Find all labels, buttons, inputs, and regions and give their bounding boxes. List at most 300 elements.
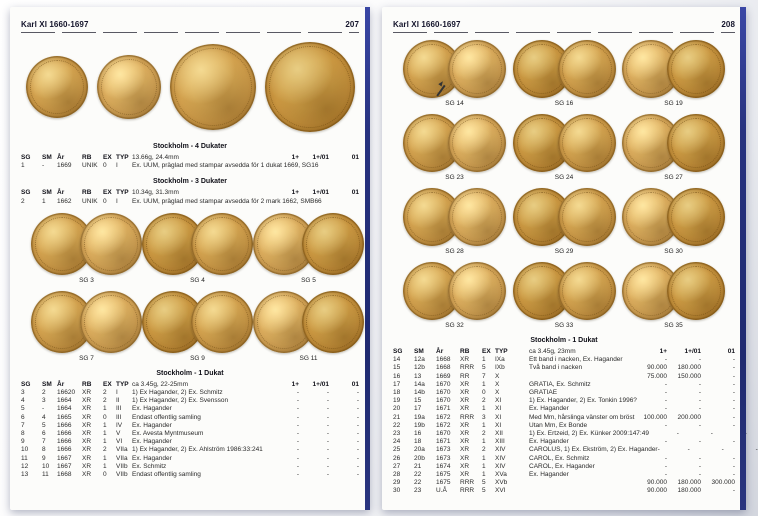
cell: RR: [460, 372, 470, 380]
grade-1plus01: 1+/01: [312, 154, 329, 161]
cell: 1: [482, 462, 486, 470]
grade-1plus01: 1+/01: [684, 348, 701, 355]
cell: 180.000: [677, 479, 701, 487]
page-edge-strip: [365, 7, 370, 510]
cell: XR: [460, 389, 470, 397]
cell: I: [116, 389, 118, 397]
cell: Ex. Avesta Myntmuseum: [132, 430, 204, 438]
coin-photo-reverse: [302, 213, 364, 275]
cell: -: [732, 438, 735, 446]
cell: -: [296, 454, 299, 462]
coin-gallery-row: [393, 188, 735, 255]
cell: XR: [82, 405, 92, 413]
cell: XR: [460, 438, 470, 446]
cell: 18: [393, 389, 401, 397]
cell: 2: [482, 430, 486, 438]
cell: 1: [482, 421, 486, 429]
cell: Ex. Hagander: [529, 405, 569, 413]
cell: III: [116, 413, 122, 421]
cell: -: [356, 430, 359, 438]
cell: Ex. Hagander: [132, 421, 172, 429]
cell: 1: [103, 430, 107, 438]
cell: -: [326, 405, 329, 413]
page-number: 207: [345, 20, 359, 29]
cell: I: [116, 197, 118, 205]
cell: 1667: [57, 462, 72, 470]
cell: 1670: [436, 389, 451, 397]
cell: XR: [82, 413, 92, 421]
cell: 1670: [436, 430, 451, 438]
coin-pair-label: SG 5: [301, 276, 316, 284]
cell: 1) Ex Hagander, 2) Ex. Schmitz: [132, 389, 223, 397]
cell: 22: [414, 479, 422, 487]
coin-photo-reverse: [448, 40, 506, 98]
cell: 14b: [414, 389, 425, 397]
section-heading: Stockholm - 1 Dukat: [156, 369, 224, 377]
cell: Endast offentlig samling: [132, 471, 201, 479]
cell: 1: [103, 421, 107, 429]
cell: 1668: [436, 364, 451, 372]
cell: -: [664, 380, 667, 388]
section-heading: Stockholm - 3 Dukater: [153, 178, 227, 186]
cell: RRR: [460, 364, 475, 372]
coin-pair-photos: [513, 40, 616, 98]
col-rb: RB: [460, 348, 470, 355]
coin-photo-reverse: [302, 291, 364, 353]
cell: 1: [482, 380, 486, 388]
coin-pair: [31, 291, 142, 362]
cell: 2: [103, 397, 107, 405]
cell: 3: [21, 389, 25, 397]
cell: 16620: [57, 389, 76, 397]
coin-pair-label: SG 11: [299, 354, 318, 362]
cell: 2: [21, 197, 25, 205]
cell: GRATIAE: [529, 389, 558, 397]
cell: I: [116, 162, 118, 170]
cell: 8: [21, 430, 25, 438]
cell: -: [356, 438, 359, 446]
cell: 18: [414, 438, 422, 446]
coin-pair: [513, 40, 616, 107]
table-row: [21, 455, 359, 463]
table-row: [393, 364, 735, 372]
coin-photo-reverse: [191, 213, 253, 275]
cell: 13: [21, 471, 29, 479]
header-rule: [21, 32, 359, 33]
coin-pair-label: SG 27: [664, 174, 683, 181]
cell: 0: [103, 162, 107, 170]
cell: 1: [21, 162, 25, 170]
cell: XI: [495, 421, 502, 429]
cell: 1666: [57, 438, 72, 446]
col-ar: År: [57, 380, 65, 388]
cell: XIV: [495, 454, 506, 462]
table-row: [393, 422, 735, 430]
cell: 16: [414, 430, 422, 438]
cell: 0: [103, 413, 107, 421]
table-row: [393, 455, 735, 463]
coin-pair-label: SG 33: [554, 322, 574, 329]
cell: -: [296, 430, 299, 438]
cell: 5: [482, 479, 486, 487]
cell: -: [732, 389, 735, 397]
cell: -: [356, 462, 359, 470]
cell: RRR: [460, 487, 475, 495]
col-sg: SG: [393, 348, 403, 355]
coin-pair-label: SG 24: [554, 174, 574, 181]
cell: XR: [82, 430, 92, 438]
cell: -: [698, 356, 701, 364]
cell: 1673: [436, 454, 451, 462]
cell: 1673: [436, 446, 451, 454]
cell: 1666: [57, 446, 72, 454]
cell: 1: [482, 471, 486, 479]
cell: 300.000: [711, 479, 735, 487]
table-row: [393, 463, 735, 471]
coin-gallery-row: [21, 213, 359, 284]
cell: 1672: [436, 413, 451, 421]
cell: -: [698, 438, 701, 446]
cell: -: [326, 462, 329, 470]
cell: -: [755, 446, 758, 454]
cell: 1666: [57, 421, 72, 429]
header-rule: [393, 32, 735, 33]
cell: 15: [393, 364, 401, 372]
page-title: Karl XI 1660-1697: [21, 20, 89, 29]
cell: 1670: [436, 397, 451, 405]
cell: 1670: [436, 380, 451, 388]
cell: Ex. Schmitz: [132, 462, 167, 470]
table-row: [21, 463, 359, 471]
coin-photo-reverse: [558, 262, 616, 320]
cell: 2: [42, 389, 46, 397]
cell: XII: [495, 430, 503, 438]
table-row: [393, 381, 735, 389]
coin-pair-photos: [31, 213, 142, 275]
cell: 1662: [57, 197, 72, 205]
cell: XVI: [495, 487, 506, 495]
coin-pair-label: SG 3: [79, 276, 94, 284]
cell: IXb: [495, 364, 505, 372]
cell: 12b: [414, 364, 425, 372]
grade-1plus: 1+: [659, 348, 667, 355]
cell: -: [326, 471, 329, 479]
cell: 6: [21, 413, 25, 421]
cell: IV: [116, 421, 123, 429]
cell: Ex. Hagander: [132, 405, 172, 413]
table-row: [393, 414, 735, 422]
cell: XR: [460, 405, 470, 413]
cell: -: [732, 413, 735, 421]
table-row: [393, 438, 735, 446]
cell: -: [356, 397, 359, 405]
cell: 0: [103, 197, 107, 205]
cell: XR: [460, 380, 470, 388]
cell: -: [296, 389, 299, 397]
section-heading: Stockholm - 4 Dukater: [153, 143, 227, 150]
coin-photo-reverse: [80, 291, 142, 353]
cell: 1671: [436, 405, 451, 413]
cell: 10: [21, 446, 29, 454]
coin-pair-photos: [31, 291, 142, 353]
cell: Ex. Hagander: [132, 438, 172, 446]
cell: -: [42, 162, 45, 170]
cell: -: [721, 446, 724, 454]
top-coin-photos: [21, 39, 359, 135]
cell: -: [698, 389, 701, 397]
cell: -: [698, 471, 701, 479]
cell: Med Mm, hårslinga vänster om bröst: [529, 413, 635, 421]
grade-01: 01: [351, 189, 359, 197]
cell: VIIa: [116, 454, 128, 462]
section-1-dukat: [21, 370, 359, 479]
cell: VI: [116, 438, 123, 446]
coin-pair-photos: [403, 262, 506, 320]
coin-pair: [142, 291, 253, 362]
cell: 1: [103, 405, 107, 413]
cell: XI: [495, 413, 502, 421]
cell: 200.000: [677, 413, 701, 421]
coin-photo-reverse: [191, 291, 253, 353]
cell: 20a: [414, 446, 425, 454]
cell: -: [732, 471, 735, 479]
cell: 7: [482, 372, 486, 380]
cell: 1671: [436, 438, 451, 446]
section-3-dukater: [21, 178, 359, 205]
page-title: Karl XI 1660-1697: [393, 20, 461, 29]
grade-1plus: 1+: [291, 189, 299, 197]
cell: 10: [42, 462, 50, 470]
coin-gallery-row: [393, 114, 735, 181]
coin-pair-label: SG 4: [190, 276, 205, 284]
cell: -: [698, 397, 701, 405]
cell: -: [732, 372, 735, 380]
cell: -: [664, 471, 667, 479]
cell: 100.000: [643, 413, 667, 421]
cell: -: [664, 421, 667, 429]
coin-pair-photos: [622, 114, 725, 172]
section-heading: Stockholm - 1 Dukat: [530, 337, 598, 344]
cell: XIV: [495, 446, 506, 454]
coin-pair-photos: [513, 262, 616, 320]
coin-pair-photos: [142, 291, 253, 353]
cell: XR: [460, 446, 470, 454]
col-sm: SM: [42, 154, 52, 161]
table-row: [21, 414, 359, 422]
coin-pair-photos: [253, 213, 364, 275]
cell: VIIb: [116, 462, 128, 470]
coin-pair: [253, 291, 364, 362]
cell: UNIK: [82, 162, 98, 170]
table-row: [21, 405, 359, 413]
cell: XR: [82, 462, 92, 470]
table-row: [21, 389, 359, 397]
table-row: [21, 471, 359, 479]
col-ex: EX: [482, 348, 491, 355]
page-header: [393, 20, 735, 29]
coin-pair-photos: [253, 291, 364, 353]
cell: -: [664, 397, 667, 405]
grade-1plus01: 1+/01: [312, 189, 329, 197]
spec-text: ca 3.45g, 23mm: [529, 348, 576, 355]
cell: -: [42, 405, 45, 413]
cell: 5: [482, 364, 486, 372]
cell: 1: [103, 462, 107, 470]
cell: 1668: [436, 356, 451, 364]
cell: III: [116, 405, 122, 413]
grade-01: 01: [351, 380, 359, 388]
cell: 2: [482, 397, 486, 405]
col-ar: År: [57, 154, 65, 161]
cell: 7: [21, 421, 25, 429]
coin-pair: [622, 114, 725, 181]
cell: 1664: [57, 397, 72, 405]
cell: -: [296, 405, 299, 413]
cell: 2: [482, 446, 486, 454]
col-sm: SM: [42, 189, 52, 197]
cell: RRR: [460, 479, 475, 487]
cell: -: [710, 430, 713, 438]
coin-pair: [622, 40, 725, 107]
cell: 21: [393, 413, 401, 421]
cell: 180.000: [677, 487, 701, 495]
col-typ: TYP: [495, 348, 508, 355]
coin-pair-photos: [142, 213, 253, 275]
cell: 5: [482, 487, 486, 495]
coin-pair-label: SG 28: [445, 248, 464, 255]
cell: 1675: [436, 479, 451, 487]
coin-photo-obverse: [170, 44, 256, 130]
coin-photo-obverse: [26, 56, 88, 118]
coin-photo-reverse: [448, 114, 506, 172]
table-row: [21, 430, 359, 438]
cell: CAROL, Ex. Schmitz: [529, 454, 590, 462]
coin-pair: [622, 262, 725, 329]
cell: XIV: [495, 462, 506, 470]
cell: -: [356, 389, 359, 397]
cell: 17: [393, 380, 401, 388]
coin-pair-label: SG 14: [445, 100, 464, 107]
cell: IXa: [495, 356, 505, 364]
cell: VIIa: [116, 446, 128, 454]
grade-1plus: 1+: [291, 380, 299, 388]
cell: 19: [393, 397, 401, 405]
cell: 1: [482, 356, 486, 364]
cell: 1664: [57, 405, 72, 413]
cell: 150.000: [677, 372, 701, 380]
table-header: [21, 381, 359, 389]
table-row: [393, 397, 735, 405]
cell: 13: [414, 372, 422, 380]
cell: 180.000: [677, 364, 701, 372]
cell: 25: [393, 446, 401, 454]
cell: 14a: [414, 380, 425, 388]
cell: -: [664, 438, 667, 446]
cell: -: [732, 364, 735, 372]
cell: -: [326, 413, 329, 421]
section-4-dukater: [21, 143, 359, 170]
page-208: [382, 7, 758, 510]
cell: 1: [482, 405, 486, 413]
cell: XR: [460, 471, 470, 479]
coin-pair-photos: [622, 188, 725, 246]
coin-photo-reverse: [667, 262, 725, 320]
coin-gallery-row: [21, 291, 359, 362]
cell: 23: [414, 487, 422, 495]
cell: 24: [393, 438, 401, 446]
coin-pair-photos: [622, 40, 725, 98]
cell: -: [732, 380, 735, 388]
coin-gallery-row: [393, 40, 735, 107]
coin-pair: [253, 213, 364, 284]
cell: 1: [482, 438, 486, 446]
coin-pair-photos: [403, 40, 506, 98]
table-row: [393, 430, 735, 438]
table-row: [21, 162, 359, 170]
cell: 9: [42, 454, 46, 462]
coin-pair: [403, 188, 506, 255]
cell: 3: [42, 397, 46, 405]
cell: 1) Ex Hagander, 2) Ex. Svensson: [132, 397, 229, 405]
cell: 17: [414, 405, 422, 413]
cell: 1: [482, 454, 486, 462]
coin-pair-photos: [403, 188, 506, 246]
table-row: [393, 389, 735, 397]
cell: XR: [82, 389, 92, 397]
coin-pair: [513, 262, 616, 329]
coin-pair-label: SG 32: [445, 322, 464, 329]
cell: 21: [414, 462, 422, 470]
cell: XR: [460, 462, 470, 470]
coin-pair-photos: [513, 188, 616, 246]
cell: 12a: [414, 356, 425, 364]
cell: Endast offentlig samling: [132, 413, 201, 421]
col-rb: RB: [82, 380, 92, 388]
grade-01: 01: [351, 154, 359, 161]
table-row: [393, 446, 758, 454]
cell: X: [495, 389, 500, 397]
cell: 15: [414, 397, 422, 405]
cell: -: [698, 380, 701, 388]
table-header: [393, 348, 735, 356]
coin-photo-reverse: [558, 114, 616, 172]
cell: -: [698, 405, 701, 413]
cell: 26: [393, 454, 401, 462]
cell: Ex. UUM, präglad med stampar avsedda för 1 dukat 1669, SG16: [132, 162, 319, 170]
table-row: [393, 405, 735, 413]
cell: II: [116, 397, 120, 405]
cell: X: [495, 372, 500, 380]
coin-pair: [142, 213, 253, 284]
cell: 1668: [57, 471, 72, 479]
table-row: [21, 422, 359, 430]
page-header: [21, 20, 359, 29]
cell: 1: [103, 438, 107, 446]
cell: -: [326, 454, 329, 462]
cell: -: [296, 446, 299, 454]
cell: -: [296, 462, 299, 470]
cell: 1: [103, 454, 107, 462]
cell: 19b: [414, 421, 425, 429]
cell: 1: [42, 197, 46, 205]
coin-photo-reverse: [448, 262, 506, 320]
col-typ: TYP: [116, 189, 129, 197]
table-row: [393, 487, 735, 495]
cell: -: [356, 413, 359, 421]
spec-text: 10.34g, 31.3mm: [132, 189, 179, 197]
cell: -: [326, 389, 329, 397]
coin-pair: [403, 40, 506, 107]
